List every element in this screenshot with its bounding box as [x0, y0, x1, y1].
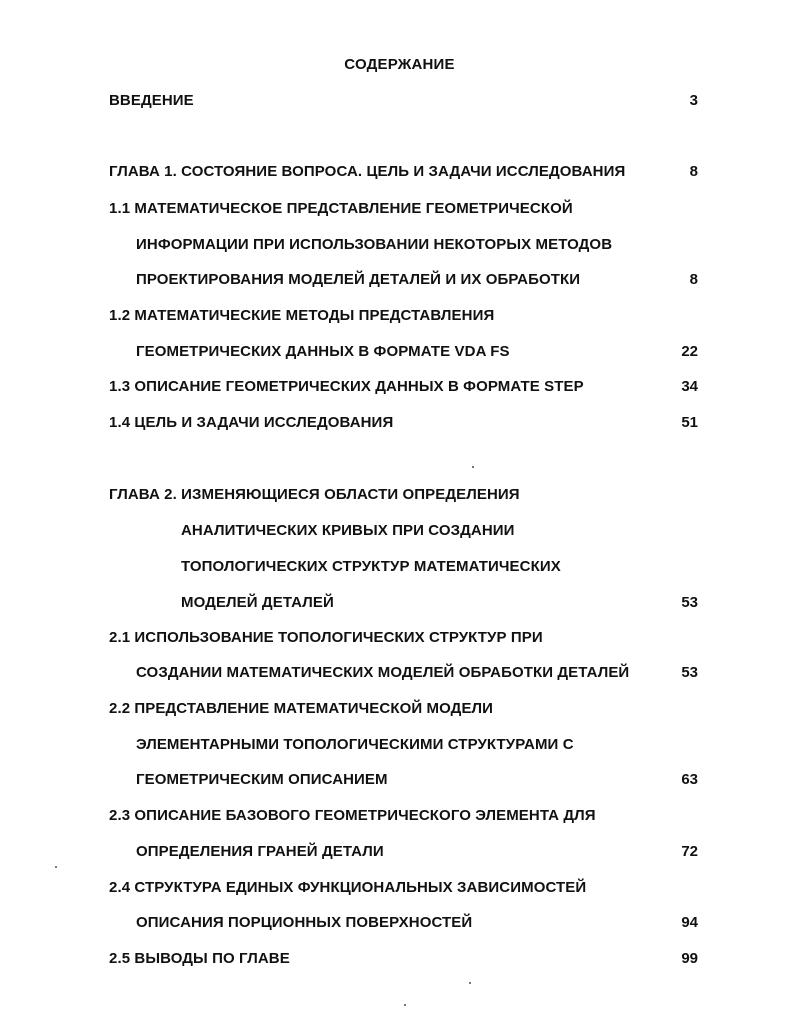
toc-page-number: 22: [681, 343, 698, 360]
toc-entry-1-1-line-3: ПРОЕКТИРОВАНИЯ МОДЕЛЕЙ ДЕТАЛЕЙ И ИХ ОБРАБОТКИ: [136, 271, 581, 288]
toc-entry-2-3-line-2: ОПРЕДЕЛЕНИЯ ГРАНЕЙ ДЕТАЛИ: [136, 843, 384, 860]
toc-entry-2-2-line-2: ЭЛЕМЕНТАРНЫМИ ТОПОЛОГИЧЕСКИМИ СТРУКТУРАМИ С: [136, 736, 574, 753]
toc-entry-1-1-line-1: 1.1 МАТЕМАТИЧЕСКОЕ ПРЕДСТАВЛЕНИЕ ГЕОМЕТРИЧЕСКОЙ: [109, 200, 573, 217]
toc-entry-1-2-line-2: ГЕОМЕТРИЧЕСКИХ ДАННЫХ В ФОРМАТЕ VDA FS: [136, 343, 510, 360]
toc-entry-2-1-line-1: 2.1 ИСПОЛЬЗОВАНИЕ ТОПОЛОГИЧЕСКИХ СТРУКТУР ПРИ: [109, 629, 543, 646]
toc-entry-2-1-line-2: СОЗДАНИИ МАТЕМАТИЧЕСКИХ МОДЕЛЕЙ ОБРАБОТКИ ДЕТАЛЕЙ: [136, 664, 630, 681]
toc-page-number: 72: [681, 843, 698, 860]
toc-entry-2-4-line-2: ОПИСАНИЯ ПОРЦИОННЫХ ПОВЕРХНОСТЕЙ: [136, 914, 473, 931]
toc-page-number: 63: [681, 771, 698, 788]
toc-entry-1-1-line-2: ИНФОРМАЦИИ ПРИ ИСПОЛЬЗОВАНИИ НЕКОТОРЫХ МЕТОДОВ: [136, 236, 613, 253]
toc-entry-chapter2-line-3: ТОПОЛОГИЧЕСКИХ СТРУКТУР МАТЕМАТИЧЕСКИХ: [181, 558, 561, 575]
toc-page-number: 3: [689, 92, 698, 109]
toc-entry-2-2-line-3: ГЕОМЕТРИЧЕСКИМ ОПИСАНИЕМ: [136, 771, 388, 788]
toc-page-number: 34: [681, 378, 698, 395]
scan-speck: [469, 982, 471, 984]
toc-entry-2-5-line-1: 2.5 ВЫВОДЫ ПО ГЛАВЕ: [109, 950, 290, 967]
toc-entry-2-2-line-1: 2.2 ПРЕДСТАВЛЕНИЕ МАТЕМАТИЧЕСКОЙ МОДЕЛИ: [109, 700, 494, 717]
scan-speck: [472, 466, 474, 468]
toc-entry-1-3-line-1: 1.3 ОПИСАНИЕ ГЕОМЕТРИЧЕСКИХ ДАННЫХ В ФОРМАТЕ STEP: [109, 378, 584, 395]
toc-entry-chapter1-line-1: ГЛАВА 1. СОСТОЯНИЕ ВОПРОСА. ЦЕЛЬ И ЗАДАЧИ ИССЛЕДОВАНИЯ: [109, 163, 626, 180]
page-title: СОДЕРЖАНИЕ: [344, 56, 455, 73]
scan-speck: [55, 866, 57, 868]
toc-entry-2-3-line-1: 2.3 ОПИСАНИЕ БАЗОВОГО ГЕОМЕТРИЧЕСКОГО ЭЛЕМЕНТА ДЛЯ: [109, 807, 596, 824]
toc-page-number: 51: [681, 414, 698, 431]
toc-entry-chapter2-line-1: ГЛАВА 2. ИЗМЕНЯЮЩИЕСЯ ОБЛАСТИ ОПРЕДЕЛЕНИЯ: [109, 486, 520, 503]
toc-page-number: 99: [681, 950, 698, 967]
toc-entry-2-4-line-1: 2.4 СТРУКТУРА ЕДИНЫХ ФУНКЦИОНАЛЬНЫХ ЗАВИСИМОСТЕЙ: [109, 879, 587, 896]
toc-entry-chapter2-line-4: МОДЕЛЕЙ ДЕТАЛЕЙ: [181, 594, 334, 611]
toc-page-number: 8: [689, 271, 698, 288]
toc-page-number: 53: [681, 664, 698, 681]
toc-entry-1-4-line-1: 1.4 ЦЕЛЬ И ЗАДАЧИ ИССЛЕДОВАНИЯ: [109, 414, 394, 431]
toc-page-number: 8: [689, 163, 698, 180]
toc-entry-1-2-line-1: 1.2 МАТЕМАТИЧЕСКИЕ МЕТОДЫ ПРЕДСТАВЛЕНИЯ: [109, 307, 495, 324]
toc-entry-intro-line-1: ВВЕДЕНИЕ: [109, 92, 194, 109]
toc-entry-chapter2-line-2: АНАЛИТИЧЕСКИХ КРИВЫХ ПРИ СОЗДАНИИ: [181, 522, 515, 539]
toc-page-number: 53: [681, 594, 698, 611]
toc-page-number: 94: [681, 914, 698, 931]
scan-speck: [404, 1004, 406, 1006]
